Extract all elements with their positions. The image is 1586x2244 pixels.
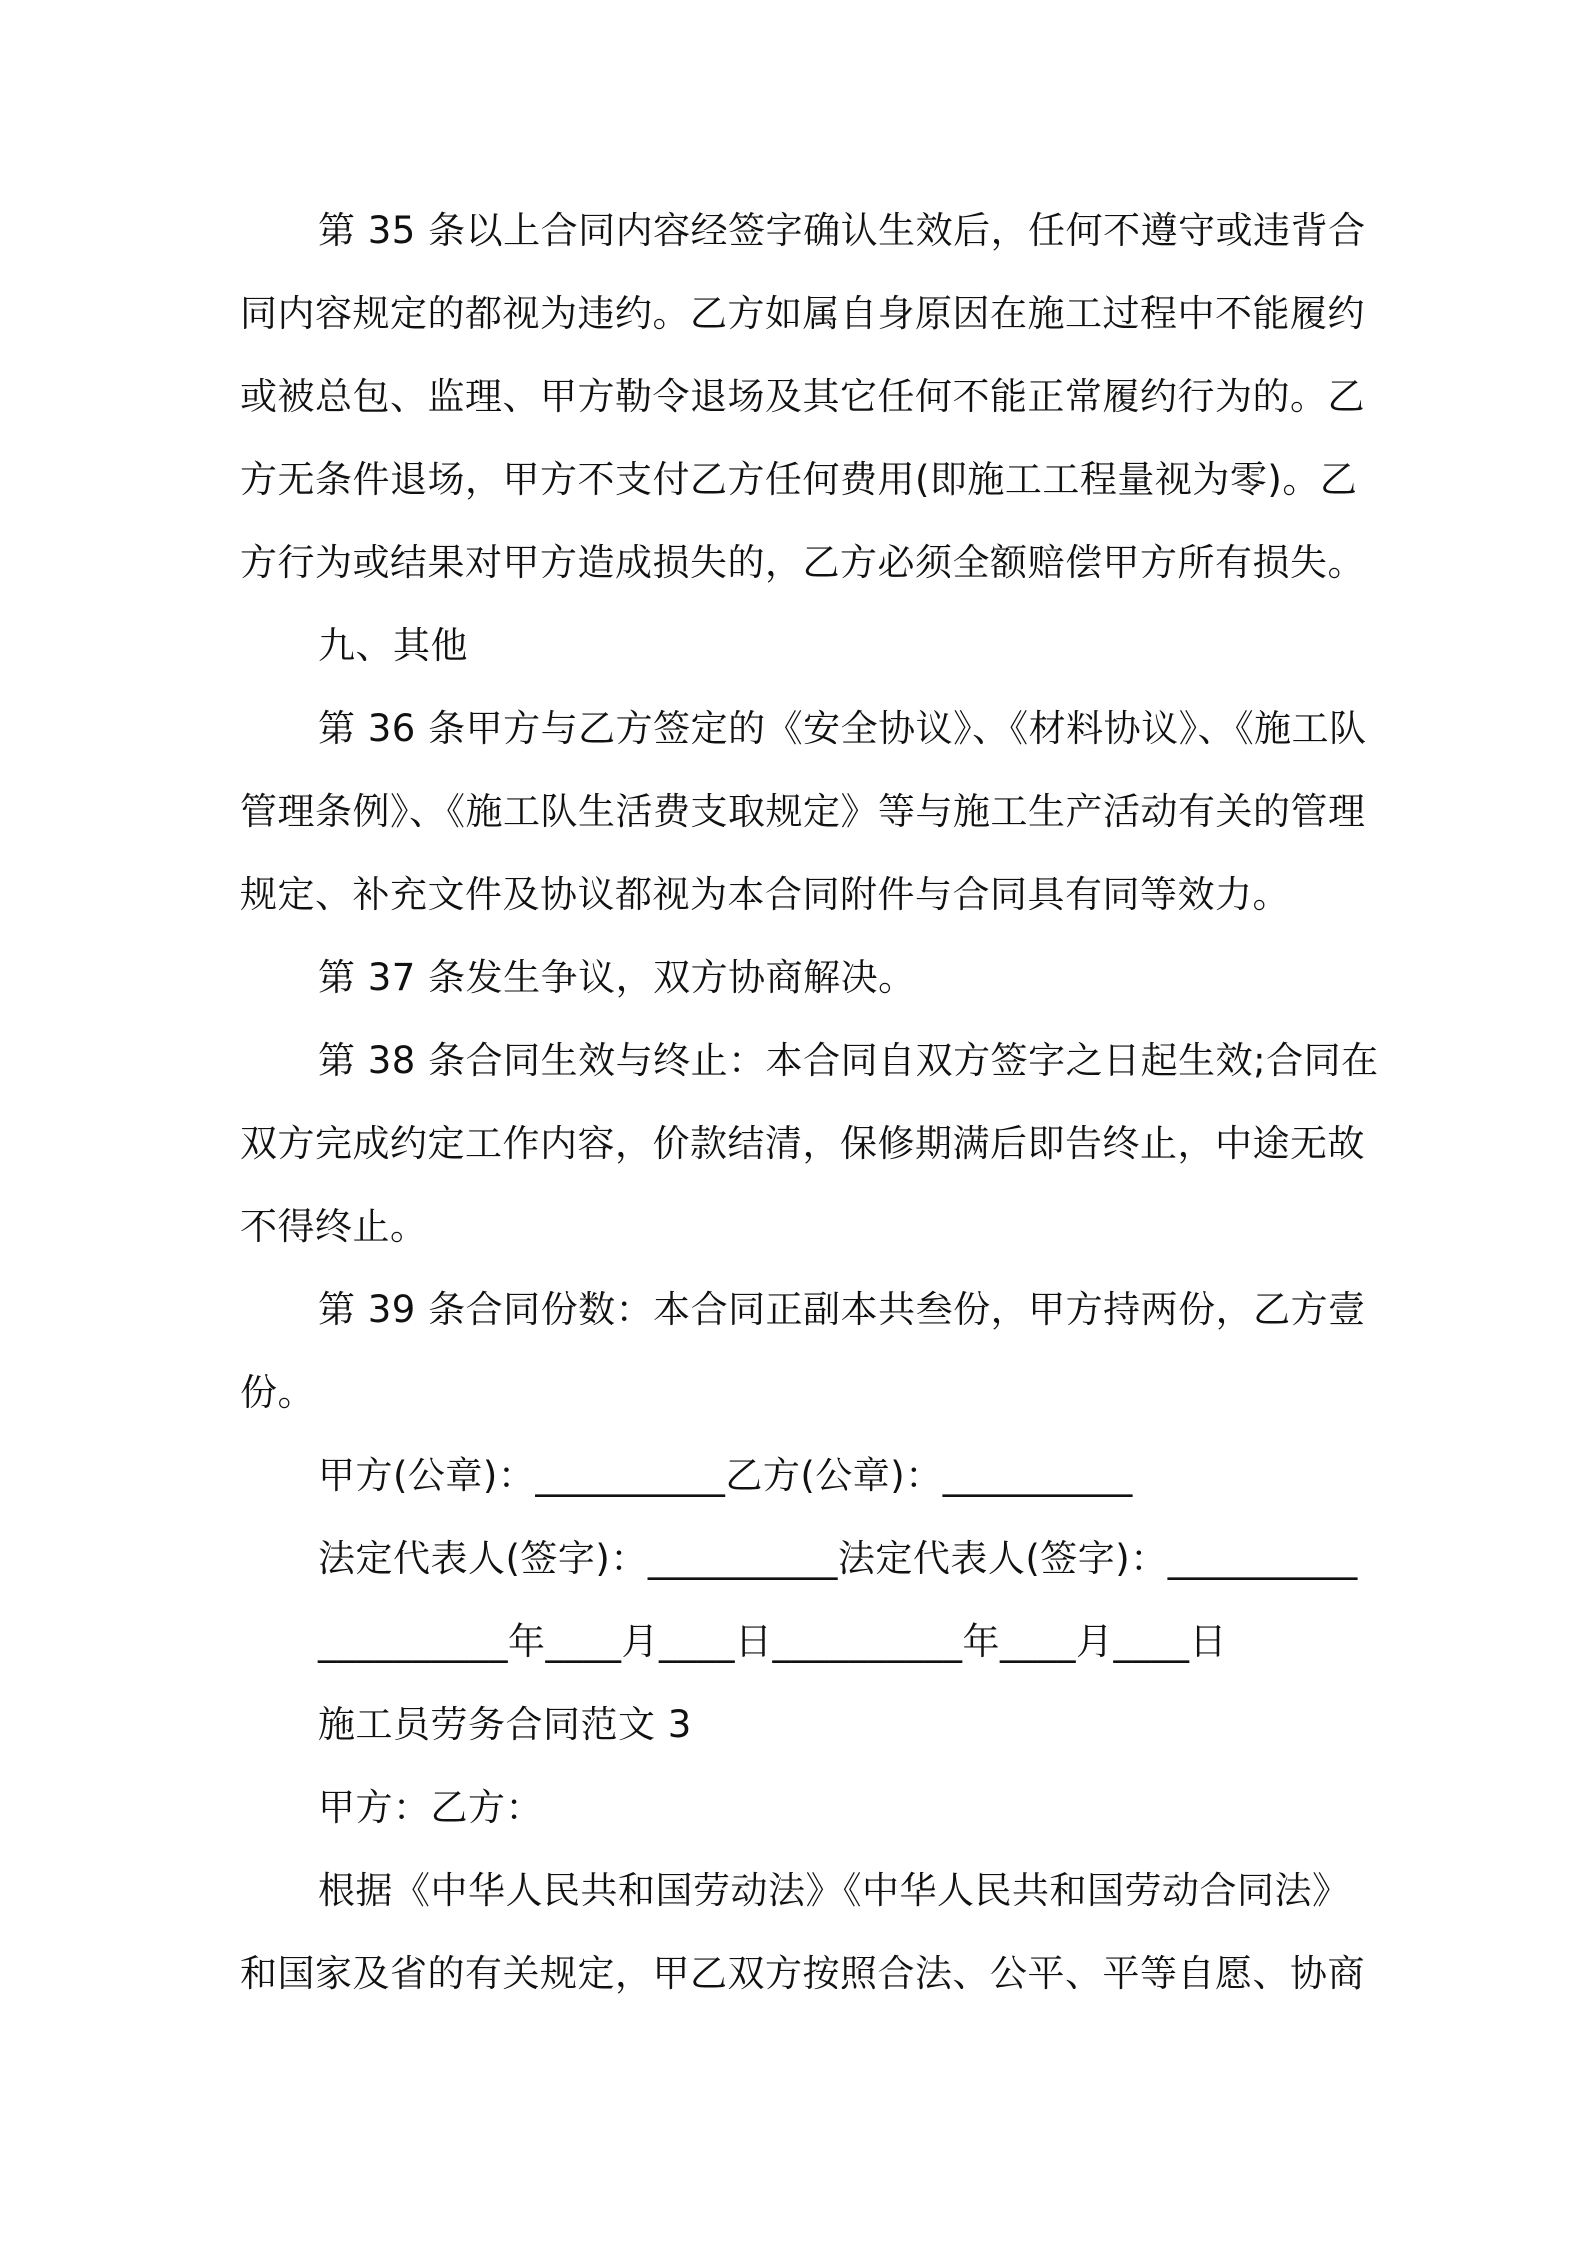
signature-line-representative: 法定代表人(签字)：__________法定代表人(签字)：__________ — [318, 1537, 1358, 1580]
text-line: 第 38 条合同生效与终止：本合同自双方签字之日起生效;合同在 — [318, 1039, 1379, 1082]
text-line: 或被总包、监理、甲方勒令退场及其它任何不能正常履约行为的。乙 — [240, 375, 1365, 418]
text-line: 不得终止。 — [240, 1205, 428, 1248]
text-line: 第 35 条以上合同内容经签字确认生效后，任何不遵守或违背合 — [318, 209, 1366, 252]
text-line: 第 37 条发生争议，双方协商解决。 — [318, 956, 916, 999]
text-line: 份。 — [240, 1371, 315, 1414]
text-line: 同内容规定的都视为违约。乙方如属自身原因在施工过程中不能履约 — [240, 292, 1365, 335]
section-title: 施工员劳务合同范文 3 — [318, 1703, 692, 1746]
signature-line-seal: 甲方(公章)：__________乙方(公章)：__________ — [318, 1454, 1133, 1497]
parties-line: 甲方：乙方： — [318, 1786, 543, 1829]
text-line: 管理条例》、《施工队生活费支取规定》等与施工生产活动有关的管理 — [240, 790, 1366, 833]
text-line: 方无条件退场，甲方不支付乙方任何费用(即施工工程量视为零)。乙 — [240, 458, 1358, 501]
text-line: 方行为或结果对甲方造成损失的，乙方必须全额赔偿甲方所有损失。 — [240, 541, 1365, 584]
text-line: 规定、补充文件及协议都视为本合同附件与合同具有同等效力。 — [240, 873, 1290, 916]
text-line: 第 36 条甲方与乙方签定的《安全协议》、《材料协议》、《施工队 — [318, 707, 1367, 750]
text-line: 双方完成约定工作内容，价款结清，保修期满后即告终止，中途无故 — [240, 1122, 1365, 1165]
text-line: 和国家及省的有关规定，甲乙双方按照合法、公平、平等自愿、协商 — [240, 1952, 1365, 1995]
signature-line-date: __________年____月____日__________年____月____日 — [318, 1620, 1227, 1663]
section-heading: 九、其他 — [318, 624, 468, 667]
text-line: 第 39 条合同份数：本合同正副本共叁份，甲方持两份，乙方壹 — [318, 1288, 1366, 1331]
text-line: 根据《中华人民共和国劳动法》《中华人民共和国劳动合同法》 — [318, 1869, 1350, 1912]
